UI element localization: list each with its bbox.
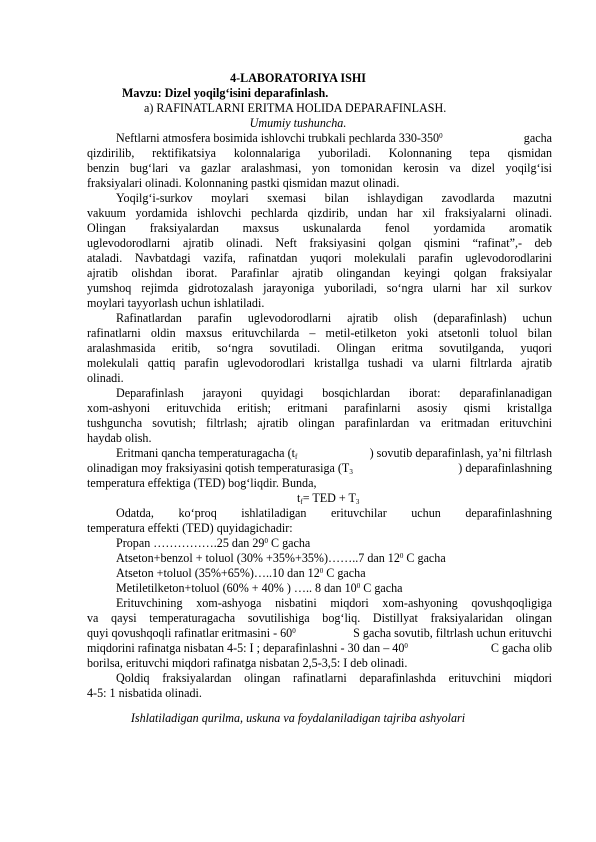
paragraph-3-line-5: olinadi. xyxy=(87,371,124,385)
paragraph-3-line-1: Rafinatlardan parafin uglevodorodlarni ajratib olish (deparafinlash) uchun xyxy=(116,311,552,325)
paragraph-1-line-3: benzin bug‘lari va gazlar aralashmasi, yon tomonidan kerosin va dizel yoqilg‘isi xyxy=(87,161,552,175)
paragraph-3-line-3: aralashmasida eritib, so‘ngra sovutiladi. Olingan eritma sovutilganda, yuqori xyxy=(87,341,552,355)
paragraph-7-line-4: miqdorini rafinatga nisbatan 4-5: I ; deparafinlashni - 30 dan – $40^0$ C gacha olib xyxy=(87,641,552,655)
paragraph-7-line-5: borilsa, erituvchi miqdori rafinatga nisbatan 2,5-3,5: I deb olinadi. xyxy=(87,656,408,670)
paragraph-2-line-5: ataladi. Navbatdagi vazifa, rafinatdan yuqori molekulali parafin uglevodorodlarini xyxy=(87,251,552,265)
list-item: Metiletilketon+toluol (60% + 40% ) ….. 8 dan $10^0$ C gacha xyxy=(116,581,403,595)
paragraph-5-line-2: olinadigan moy fraksiyasini qotish temperaturasiga ($T_3$ ) deparafinlashning xyxy=(87,461,552,476)
formula: $t_f=$ TED + $T_3$ xyxy=(297,491,360,506)
paragraph-4-line-2: xom-ashyoni erituvchida eritish; eritmani parafinlarni asosiy qismi kristallga xyxy=(87,401,552,415)
list-item: Atseton+benzol + toluol (30% +35%+35%)……..7 dan $12^0$ C gacha xyxy=(116,551,446,565)
topic-line: Mavzu: Dizel yoqilg‘isini deparafinlash. xyxy=(122,86,329,100)
paragraph-8-line-2: 4-5: 1 nisbatida olinadi. xyxy=(87,686,202,700)
list-item: Propan …………….25 dan $29^0$ C gacha xyxy=(116,536,311,550)
paragraph-2-line-1: Yoqilg‘i-surkov moylari sxemasi bilan ishlaydigan zavodlarda mazutni xyxy=(116,191,552,205)
list-item: Atseton +toluol (35%+65%)…..10 dan $12^0$ C gacha xyxy=(116,566,366,580)
paragraph-7-line-3: quyi qovushqoqli rafinatlar eritmasini - $60^0$ S gacha sovutib, filtrlash uchun erituvchi xyxy=(87,626,552,640)
paragraph-6-line-1: Odatda, ko‘proq ishlatiladigan erituvchilar uchun deparafinlashning xyxy=(116,506,552,520)
paragraph-3-line-4: molekulali qattiq parafin uglevodorodlari kristallga tushadi va ularni filtrlarda ajratib xyxy=(87,356,552,370)
paragraph-2-line-7: yumshoq rejimda gidrotozalash jarayoniga yuboriladi, so‘ngra ularni har xil surkov xyxy=(87,281,552,295)
paragraph-1-line-2: qizdirilib, rektifikatsiya kolonnalariga yuboriladi. Kolonnaning tepa qismidan xyxy=(87,146,552,160)
section-heading-equipment: Ishlatiladigan qurilma, uskuna va foydalaniladigan tajriba ashyolari xyxy=(130,711,466,725)
paragraph-5-line-3: temperatura effektiga (TED) bog‘liqdir. Bunda, xyxy=(87,476,317,490)
section-heading: Umumiy tushuncha. xyxy=(249,116,347,130)
paragraph-2-line-3: Olingan fraksiyalardan maxsus uskunalarda fenol yordamida aromatik xyxy=(87,221,552,235)
paragraph-5-line-1: Eritmani qancha temperaturagacha ($t_f$ ) sovutib deparafinlash, ya’ni filtrlash xyxy=(116,446,552,461)
document-title: 4-LABORATORIYA ISHI xyxy=(230,71,366,85)
paragraph-1-line-4: fraksiyalari olinadi. Kolonnaning pastki qismidan mazut olinadi. xyxy=(87,176,400,190)
paragraph-7-line-2: va qaysi temperaturagacha sovutilishiga bog‘liq. Distillyat fraksiyalaridan olingan xyxy=(87,611,552,625)
paragraph-3-line-2: rafinatlarni oldin maxsus erituvchilarda – metil-etilketon yoki atsetonli toluol bilan xyxy=(87,326,552,340)
paragraph-7-line-1: Erituvchining xom-ashyoga nisbatini miqdori xom-ashyoning qovushqoqligiga xyxy=(116,596,552,610)
subtitle: a) RAFINATLARNI ERITMA HOLIDA DEPARAFINLASH. xyxy=(144,101,447,115)
paragraph-2-line-8: moylari tayyorlash uchun ishlatiladi. xyxy=(87,296,265,310)
paragraph-8-line-1: Qoldiq fraksiyalardan olingan rafinatlarni deparafinlashda erituvchini miqdori xyxy=(116,671,552,685)
paragraph-2-line-2: vakuum yordamida ishlovchi pechlarda qizdirib, undan har xil fraksiyalarni olinadi. xyxy=(87,206,552,220)
paragraph-4-line-4: haydab olish. xyxy=(87,431,152,445)
paragraph-1-line-1: Neftlarni atmosfera bosimida ishlovchi trubkali pechlarda $330-350^0$ gacha xyxy=(116,131,552,145)
paragraph-4-line-3: tushguncha sovutish; filtrlash; ajratib olingan parafinlardan va eritmadan erituvchini xyxy=(87,416,552,430)
paragraph-6-line-2: temperatura effekti (TED) quyidagichadir: xyxy=(87,521,293,535)
paragraph-4-line-1: Deparafinlash jarayoni quyidagi bosqichlardan iborat: deparafinlanadigan xyxy=(116,386,552,400)
paragraph-2-line-4: uglevodorodlarni ajratib olinadi. Neft fraksiyasini qolgan qismini “rafinat”,- deb xyxy=(87,236,552,250)
paragraph-2-line-6: ajratib olishdan iborat. Parafinlar ajratib olingandan keyingi qolgan fraksiyalar xyxy=(87,266,552,280)
